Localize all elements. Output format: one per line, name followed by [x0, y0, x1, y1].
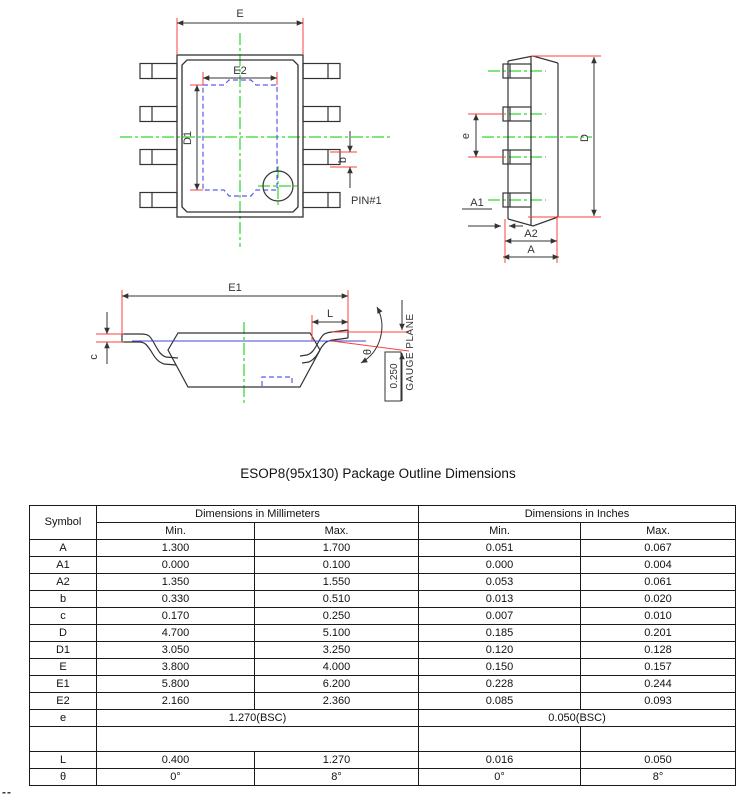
value-cell: 2.160 — [97, 693, 255, 710]
table-row — [30, 574, 736, 591]
label-A1: A1 — [470, 197, 484, 209]
value-cell: 0.100 — [255, 557, 419, 574]
value-cell: 0.020 — [581, 591, 736, 608]
value-cell: 4.000 — [255, 659, 419, 676]
value-cell: 0.170 — [97, 608, 255, 625]
value-cell: 5.100 — [255, 625, 419, 642]
value-cell: 0° — [97, 769, 255, 786]
value-cell: 0.016 — [419, 752, 581, 769]
top-view — [120, 8, 392, 247]
label-A2: A2 — [524, 228, 538, 240]
page-title: ESOP8(95x130) Package Outline Dimensions — [240, 466, 516, 481]
value-cell: 0° — [419, 769, 581, 786]
label-theta: θ — [362, 348, 374, 356]
value-cell: 0.201 — [581, 625, 736, 642]
header-mm-min: Min. — [97, 523, 255, 540]
value-cell: 0.053 — [419, 574, 581, 591]
value-cell: 1.350 — [97, 574, 255, 591]
table-row — [30, 625, 736, 642]
front-view — [88, 282, 416, 404]
dimension-c — [96, 312, 124, 364]
value-cell: 1.270 — [255, 752, 419, 769]
value-cell: 0.067 — [581, 540, 736, 557]
empty-cell — [419, 727, 581, 752]
dimensions-table — [29, 505, 736, 786]
pad-hidden-edge — [262, 377, 292, 386]
value-cell: 0.400 — [97, 752, 255, 769]
value-cell: 4.700 — [97, 625, 255, 642]
empty-cell — [581, 727, 736, 752]
table-row — [30, 659, 736, 676]
centerlines — [482, 71, 592, 200]
value-cell: 0.051 — [419, 540, 581, 557]
value-cell: 3.250 — [255, 642, 419, 659]
value-cell: 0.510 — [255, 591, 419, 608]
symbol-cell: A — [30, 540, 97, 557]
value-cell: 0.185 — [419, 625, 581, 642]
symbol-cell: b — [30, 591, 97, 608]
value-cell: 8° — [581, 769, 736, 786]
symbol-cell: E1 — [30, 676, 97, 693]
value-cell: 3.800 — [97, 659, 255, 676]
value-cell: 0.093 — [581, 693, 736, 710]
label-E: E — [236, 8, 244, 20]
value-cell: 0.050(BSC) — [419, 710, 736, 727]
value-cell: 0.120 — [419, 642, 581, 659]
symbol-cell: e — [30, 710, 97, 727]
table-row-blank — [30, 727, 736, 752]
empty-cell — [30, 727, 97, 752]
label-c: c — [88, 354, 100, 360]
value-cell: 0.128 — [581, 642, 736, 659]
value-cell: 1.700 — [255, 540, 419, 557]
label-gauge-plane: GAUGE PLANE — [405, 313, 416, 391]
table-row — [30, 608, 736, 625]
side-view — [460, 56, 601, 263]
label-D1: D1 — [182, 130, 194, 146]
table-row — [30, 693, 736, 710]
table-row — [30, 642, 736, 659]
centerlines — [120, 33, 392, 247]
value-cell: 0.228 — [419, 676, 581, 693]
table-row — [30, 769, 736, 786]
value-cell: 0.085 — [419, 693, 581, 710]
value-cell: 1.270(BSC) — [97, 710, 419, 727]
value-cell: 1.300 — [97, 540, 255, 557]
value-cell: 0.330 — [97, 591, 255, 608]
dimension-E1 — [122, 290, 348, 334]
value-cell: 6.200 — [255, 676, 419, 693]
value-cell: 0.007 — [419, 608, 581, 625]
symbol-cell: D1 — [30, 642, 97, 659]
header-in-max: Max. — [581, 523, 736, 540]
value-cell: 0.004 — [581, 557, 736, 574]
label-A: A — [527, 244, 535, 256]
value-cell: 0.000 — [97, 557, 255, 574]
label-gauge-value: 0.250 — [389, 363, 400, 389]
value-cell: 0.000 — [419, 557, 581, 574]
value-cell: 8° — [255, 769, 419, 786]
label-e: e — [460, 132, 472, 140]
symbol-cell: θ — [30, 769, 97, 786]
package-body-front — [122, 330, 348, 387]
table-row — [30, 591, 736, 608]
table-row-bsc — [30, 710, 736, 727]
label-D: D — [579, 134, 591, 142]
value-cell: 0.250 — [255, 608, 419, 625]
header-inches: Dimensions in Inches — [419, 506, 736, 523]
symbol-cell: E — [30, 659, 97, 676]
symbol-cell: c — [30, 608, 97, 625]
table-row — [30, 752, 736, 769]
table-row — [30, 557, 736, 574]
value-cell: 5.800 — [97, 676, 255, 693]
value-cell: 0.050 — [581, 752, 736, 769]
symbol-cell: E2 — [30, 693, 97, 710]
symbol-cell: A1 — [30, 557, 97, 574]
symbol-cell: A2 — [30, 574, 97, 591]
label-b: b — [337, 156, 349, 164]
value-cell: 3.050 — [97, 642, 255, 659]
value-cell: 1.550 — [255, 574, 419, 591]
symbol-cell: D — [30, 625, 97, 642]
symbol-cell: L — [30, 752, 97, 769]
page-corner-mark: -- — [2, 785, 12, 799]
label-E1: E1 — [228, 282, 242, 294]
value-cell: 0.157 — [581, 659, 736, 676]
value-cell: 0.244 — [581, 676, 736, 693]
value-cell: 2.360 — [255, 693, 419, 710]
value-cell: 0.150 — [419, 659, 581, 676]
dimension-e — [468, 114, 505, 157]
value-cell: 0.013 — [419, 591, 581, 608]
value-cell: 0.061 — [581, 574, 736, 591]
table-row — [30, 676, 736, 693]
label-E2: E2 — [233, 65, 247, 77]
header-mm: Dimensions in Millimeters — [97, 506, 419, 523]
header-in-min: Min. — [419, 523, 581, 540]
value-cell: 0.010 — [581, 608, 736, 625]
header-symbol: Symbol — [30, 506, 97, 540]
table-row — [30, 540, 736, 557]
header-mm-max: Max. — [255, 523, 419, 540]
empty-cell — [97, 727, 419, 752]
label-L: L — [326, 308, 334, 320]
label-pin1: PIN#1 — [351, 195, 382, 207]
